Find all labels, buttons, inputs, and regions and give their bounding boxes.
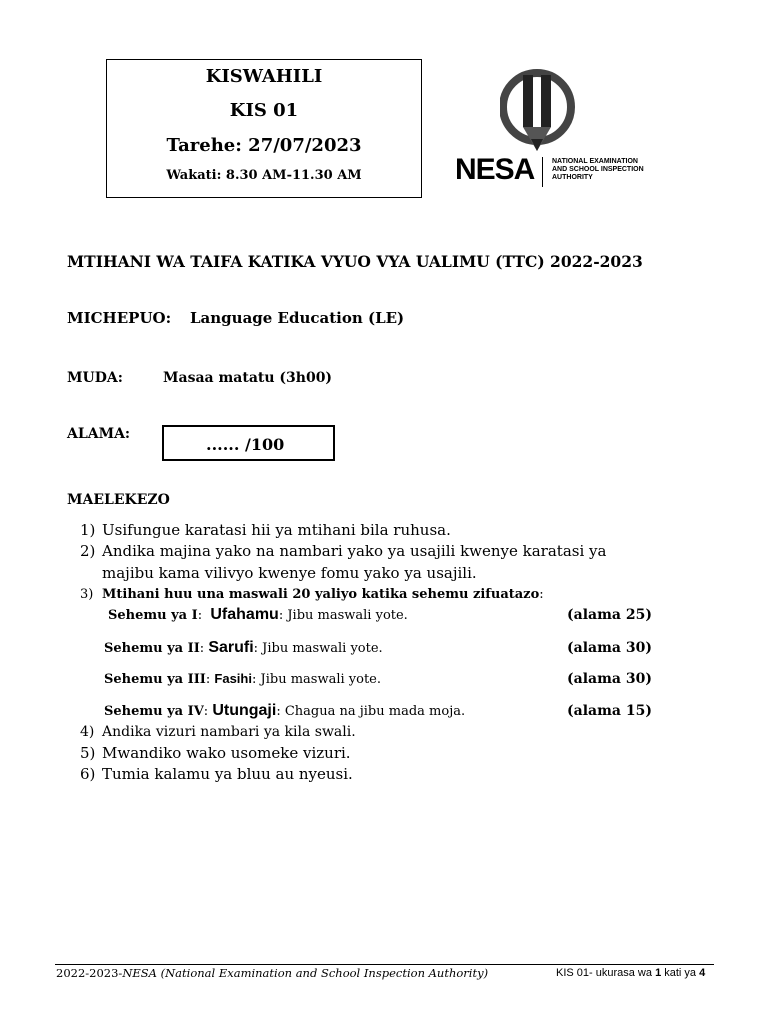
duration-label: MUDA: <box>67 370 123 386</box>
instruction-item: Andika vizuri nambari ya kila swali. <box>102 724 356 740</box>
pencil-emblem-icon <box>500 65 640 165</box>
exam-date: Tarehe: 27/07/2023 <box>166 135 362 156</box>
section-name: Sarufi <box>208 639 254 656</box>
paper-code: KIS 01 <box>229 100 299 121</box>
item-number: 3) <box>80 587 94 602</box>
footer-authority: 2022-2023-NESA (National Examination and School Inspection Authority) <box>56 966 489 980</box>
section-row: Sehemu ya I: Ufahamu: Jibu maswali yote. <box>108 606 408 623</box>
instruction-item: Andika majina yako na nambari yako ya usajili kwenye karatasi ya <box>102 542 607 560</box>
marks-label: ALAMA: <box>67 426 131 442</box>
section-name: Fasihi <box>214 671 252 686</box>
instruction-item-continued: majibu kama vilivyo kwenye fomu yako ya usajili. <box>102 564 477 582</box>
exam-header-box <box>106 59 422 198</box>
exam-time: Wakati: 8.30 AM-11.30 AM <box>166 168 362 183</box>
marks-box <box>162 425 335 461</box>
exam-title: MTIHANI WA TAIFA KATIKA VYUO VYA UALIMU (TTC) 2022-2023 <box>67 252 643 271</box>
item-number: 5) <box>80 744 96 762</box>
section-marks: (alama 30) <box>567 671 652 687</box>
brand-fullname: NATIONAL EXAMINATION AND SCHOOL INSPECTION AUTHORITY <box>552 158 644 181</box>
item-number: 4) <box>80 724 95 740</box>
duration-value: Masaa matatu (3h00) <box>163 370 333 386</box>
item-number: 6) <box>80 765 96 783</box>
section-marks: (alama 25) <box>567 607 652 623</box>
section-marks: (alama 30) <box>567 640 652 656</box>
footer-divider <box>55 964 714 965</box>
section-marks: (alama 15) <box>567 703 652 719</box>
subject-title: KISWAHILI <box>205 66 323 87</box>
combination-label: MICHEPUO: <box>67 309 172 327</box>
section-name: Ufahamu <box>210 606 279 623</box>
section-name: Utungaji <box>212 702 277 719</box>
instruction-item: Mtihani huu una maswali 20 yaliyo katika sehemu zifuatazo: <box>102 587 544 602</box>
instruction-item: Mwandiko wako usomeke vizuri. <box>102 744 351 762</box>
marks-value: ...... /100 <box>206 435 285 454</box>
item-number: 2) <box>80 542 96 560</box>
instruction-item: Usifungue karatasi hii ya mtihani bila ruhusa. <box>102 521 451 539</box>
section-row: Sehemu ya III: Fasihi: Jibu maswali yote. <box>104 671 381 687</box>
section-row: Sehemu ya II: Sarufi: Jibu maswali yote. <box>104 639 383 656</box>
brand-name: NESA <box>455 153 535 186</box>
combination-value: Language Education (LE) <box>190 309 405 327</box>
footer-page-info: KIS 01- ukurasa wa 1 kati ya 4 <box>556 967 706 979</box>
instructions-heading: MAELEKEZO <box>67 492 170 508</box>
nesa-logo <box>450 65 670 195</box>
item-number: 1) <box>80 521 96 539</box>
section-row: Sehemu ya IV: Utungaji: Chagua na jibu mada moja. <box>104 702 466 719</box>
logo-divider <box>542 157 543 187</box>
instruction-item: Tumia kalamu ya bluu au nyeusi. <box>102 765 353 783</box>
